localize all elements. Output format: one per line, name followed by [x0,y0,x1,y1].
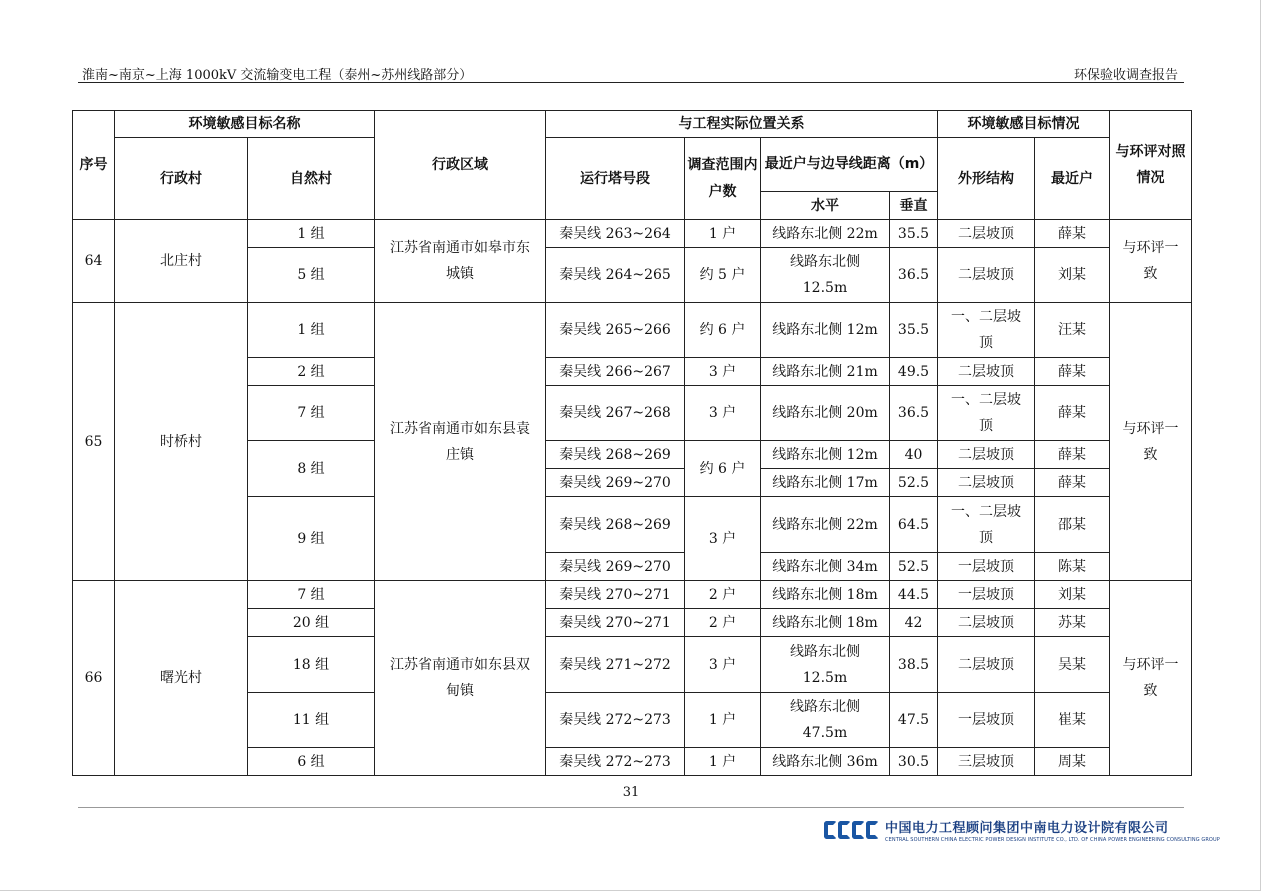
structure-cell: 二层坡顶 [938,609,1035,637]
structure-cell: 一层坡顶 [938,553,1035,581]
structure-cell: 二层坡顶 [938,248,1035,303]
vertical-cell: 35.5 [890,303,938,358]
natural-village-cell: 7 组 [248,386,375,441]
horizontal-cell: 线路东北侧 22m [761,220,890,248]
households-cell: 1 户 [685,748,761,776]
vertical-cell: 49.5 [890,358,938,386]
structure-cell: 二层坡顶 [938,469,1035,497]
horizontal-cell: 线路东北侧 12m [761,441,890,469]
vertical-cell: 44.5 [890,581,938,609]
nearest-household-cell: 薛某 [1035,220,1110,248]
vertical-cell: 30.5 [890,748,938,776]
header-admin-area: 行政区域 [375,111,546,220]
cedi-logo-icon [824,821,879,839]
households-cell: 3 户 [685,386,761,441]
seq-cell: 64 [73,220,115,303]
nearest-household-cell: 刘某 [1035,248,1110,303]
households-cell: 3 户 [685,497,761,581]
vertical-cell: 42 [890,609,938,637]
horizontal-cell: 线路东北侧 36m [761,748,890,776]
horizontal-cell: 线路东北侧 12.5m [761,248,890,303]
households-cell: 约 6 户 [685,441,761,497]
natural-village-cell: 20 组 [248,609,375,637]
structure-cell: 二层坡顶 [938,220,1035,248]
tower-section-cell: 秦吴线 269~270 [546,469,685,497]
nearest-household-cell: 薛某 [1035,358,1110,386]
footer-divider [78,807,1184,808]
header-structure: 外形结构 [938,138,1035,220]
tower-section-cell: 秦吴线 272~273 [546,748,685,776]
vertical-cell: 47.5 [890,693,938,748]
natural-village-cell: 2 组 [248,358,375,386]
nearest-household-cell: 崔某 [1035,693,1110,748]
natural-village-cell: 9 组 [248,497,375,581]
natural-village-cell: 6 组 [248,748,375,776]
header-eia-comparison: 与环评对照情况 [1110,111,1192,220]
nearest-household-cell: 薛某 [1035,441,1110,469]
natural-village-cell: 8 组 [248,441,375,497]
households-cell: 约 5 户 [685,248,761,303]
seq-cell: 65 [73,303,115,581]
structure-cell: 二层坡顶 [938,441,1035,469]
tower-section-cell: 秦吴线 270~271 [546,581,685,609]
table-row [73,303,1192,358]
natural-village-cell: 11 组 [248,693,375,748]
natural-village-cell: 18 组 [248,637,375,693]
nearest-household-cell: 陈某 [1035,553,1110,581]
structure-cell: 三层坡顶 [938,748,1035,776]
structure-cell: 二层坡顶 [938,358,1035,386]
households-cell: 2 户 [685,581,761,609]
nearest-household-cell: 邵某 [1035,497,1110,553]
header-position-relation: 与工程实际位置关系 [546,111,938,138]
structure-cell: 一层坡顶 [938,693,1035,748]
tower-section-cell: 秦吴线 271~272 [546,637,685,693]
horizontal-cell: 线路东北侧 34m [761,553,890,581]
tower-section-cell: 秦吴线 265~266 [546,303,685,358]
structure-cell: 一层坡顶 [938,581,1035,609]
header-natural-village: 自然村 [248,138,375,220]
eia-cell: 与环评一致 [1110,220,1192,303]
horizontal-cell: 线路东北侧 20m [761,386,890,441]
horizontal-cell: 线路东北侧 18m [761,609,890,637]
natural-village-cell: 7 组 [248,581,375,609]
structure-cell: 一、二层坡顶 [938,303,1035,358]
horizontal-cell: 线路东北侧 21m [761,358,890,386]
vertical-cell: 36.5 [890,248,938,303]
tower-section-cell: 秦吴线 264~265 [546,248,685,303]
nearest-household-cell: 汪某 [1035,303,1110,358]
households-cell: 约 6 户 [685,303,761,358]
nearest-household-cell: 苏某 [1035,609,1110,637]
tower-section-cell: 秦吴线 268~269 [546,441,685,469]
table-row [73,220,1192,248]
horizontal-cell: 线路东北侧 12.5m [761,637,890,693]
nearest-household-cell: 薛某 [1035,386,1110,441]
company-name-cn: 中国电力工程顾问集团中南电力设计院有限公司 [885,821,1169,836]
households-cell: 1 户 [685,220,761,248]
households-cell: 1 户 [685,693,761,748]
admin-area-cell: 江苏省南通市如皋市东城镇 [375,220,546,303]
vertical-cell: 36.5 [890,386,938,441]
admin-village-cell: 曙光村 [115,581,248,776]
natural-village-cell: 1 组 [248,220,375,248]
nearest-household-cell: 薛某 [1035,469,1110,497]
vertical-cell: 52.5 [890,469,938,497]
table-row [73,581,1192,609]
header-nearest-household: 最近户 [1035,138,1110,220]
company-name-en: CENTRAL SOUTHERN CHINA ELECTRIC POWER DESIGN INSTITUTE CO., LTD. OF CHINA POWER ENGINEERING CONSULTING GROUP [885,837,1220,843]
tower-section-cell: 秦吴线 266~267 [546,358,685,386]
header-tower-section: 运行塔号段 [546,138,685,220]
eia-cell: 与环评一致 [1110,303,1192,581]
header-survey-households: 调查范围内户数 [685,138,761,220]
company-logo [824,817,1220,843]
nearest-household-cell: 刘某 [1035,581,1110,609]
nearest-household-cell: 周某 [1035,748,1110,776]
header-horizontal: 水平 [761,192,890,220]
natural-village-cell: 5 组 [248,248,375,303]
header-divider [78,82,1184,83]
vertical-cell: 38.5 [890,637,938,693]
vertical-cell: 40 [890,441,938,469]
tower-section-cell: 秦吴线 272~273 [546,693,685,748]
tower-section-cell: 秦吴线 269~270 [546,553,685,581]
seq-cell: 66 [73,581,115,776]
horizontal-cell: 线路东北侧 22m [761,497,890,553]
sensitive-targets-table [72,110,1192,776]
admin-village-cell: 北庄村 [115,220,248,303]
households-cell: 2 户 [685,609,761,637]
vertical-cell: 35.5 [890,220,938,248]
eia-cell: 与环评一致 [1110,581,1192,776]
tower-section-cell: 秦吴线 263~264 [546,220,685,248]
natural-village-cell: 1 组 [248,303,375,358]
tower-section-cell: 秦吴线 270~271 [546,609,685,637]
header-nearest-distance: 最近户与边导线距离（m） [761,138,938,192]
header-target-situation: 环境敏感目标情况 [938,111,1110,138]
header-seq: 序号 [73,111,115,220]
households-cell: 3 户 [685,637,761,693]
header-admin-village: 行政村 [115,138,248,220]
admin-area-cell: 江苏省南通市如东县袁庄镇 [375,303,546,581]
horizontal-cell: 线路东北侧 17m [761,469,890,497]
structure-cell: 一、二层坡顶 [938,386,1035,441]
nearest-household-cell: 吴某 [1035,637,1110,693]
page-number: 31 [622,785,640,800]
admin-area-cell: 江苏省南通市如东县双甸镇 [375,581,546,776]
structure-cell: 二层坡顶 [938,637,1035,693]
header-target-name: 环境敏感目标名称 [115,111,375,138]
admin-village-cell: 时桥村 [115,303,248,581]
households-cell: 3 户 [685,358,761,386]
vertical-cell: 52.5 [890,553,938,581]
vertical-cell: 64.5 [890,497,938,553]
structure-cell: 一、二层坡顶 [938,497,1035,553]
horizontal-cell: 线路东北侧 47.5m [761,693,890,748]
company-name-block [885,817,1220,843]
header-vertical: 垂直 [890,192,938,220]
report-type: 环保验收调查报告 [1073,68,1178,83]
tower-section-cell: 秦吴线 268~269 [546,497,685,553]
horizontal-cell: 线路东北侧 18m [761,581,890,609]
document-title: 淮南~南京~上海 1000kV 交流输变电工程（泰州~苏州线路部分） [82,68,473,83]
horizontal-cell: 线路东北侧 12m [761,303,890,358]
tower-section-cell: 秦吴线 267~268 [546,386,685,441]
